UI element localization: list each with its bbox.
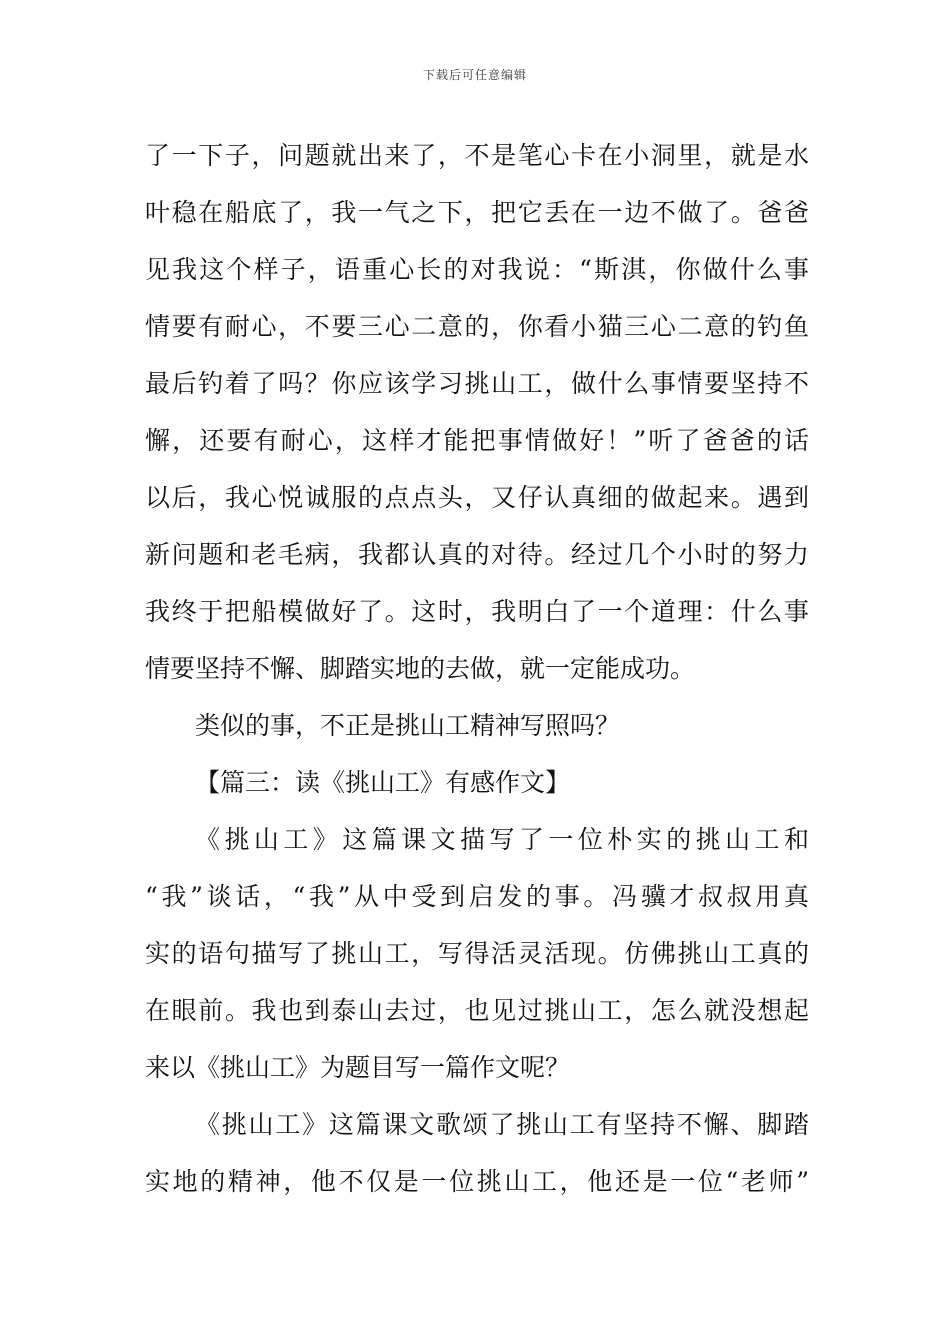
- text-line: 情要坚持不懈、脚踏实地的去做，就一定能成功。: [145, 654, 696, 683]
- text-line: 叶稳在船底了，我一气之下，把它丢在一边不做了。爸爸: [145, 198, 809, 227]
- text-line: 新问题和老毛病，我都认真的对待。经过几个小时的努力: [145, 540, 809, 569]
- text-line: 见我这个样子，语重心长的对我说：“斯淇，你做什么事: [145, 255, 809, 284]
- page-header: 下载后可任意编辑: [422, 68, 527, 82]
- text-line: 最后钓着了吗？你应该学习挑山工，做什么事情要坚持不: [145, 369, 809, 398]
- text-line: 我终于把船模做好了。这时，我明白了一个道理：什么事: [145, 597, 809, 626]
- text-line: 情要有耐心，不要三心二意的，你看小猫三心二意的钓鱼: [145, 312, 809, 341]
- text-line: 了一下子，问题就出来了，不是笔心卡在小洞里，就是水: [145, 141, 809, 170]
- text-line: 在眼前。我也到泰山去过，也见过挑山工，怎么就没想起: [145, 996, 809, 1025]
- paragraph-line: 类似的事，不正是挑山工精神写照吗？: [195, 711, 621, 740]
- paragraph-line: 《挑山工》这篇课文描写了一位朴实的挑山工和: [195, 825, 809, 854]
- text-line: 实地的精神，他不仅是一位挑山工，他还是一位“老师”: [145, 1167, 809, 1196]
- text-line: 来以《挑山工》为题目写一篇作文呢？: [145, 1053, 571, 1082]
- text-line: “我”谈话，“我”从中受到启发的事。冯骥才叔叔用真: [145, 882, 809, 911]
- document-body: [145, 127, 809, 1210]
- section-heading: 【篇三：读《挑山工》有感作文】: [195, 768, 571, 797]
- paragraph-line: 《挑山工》这篇课文歌颂了挑山工有坚持不懈、脚踏: [195, 1110, 809, 1139]
- text-line: 懈，还要有耐心，这样才能把事情做好！”听了爸爸的话: [145, 426, 809, 455]
- text-line: 实的语句描写了挑山工，写得活灵活现。仿佛挑山工真的: [145, 939, 809, 968]
- text-line: 以后，我心悦诚服的点点头，又仔认真细的做起来。遇到: [145, 483, 809, 512]
